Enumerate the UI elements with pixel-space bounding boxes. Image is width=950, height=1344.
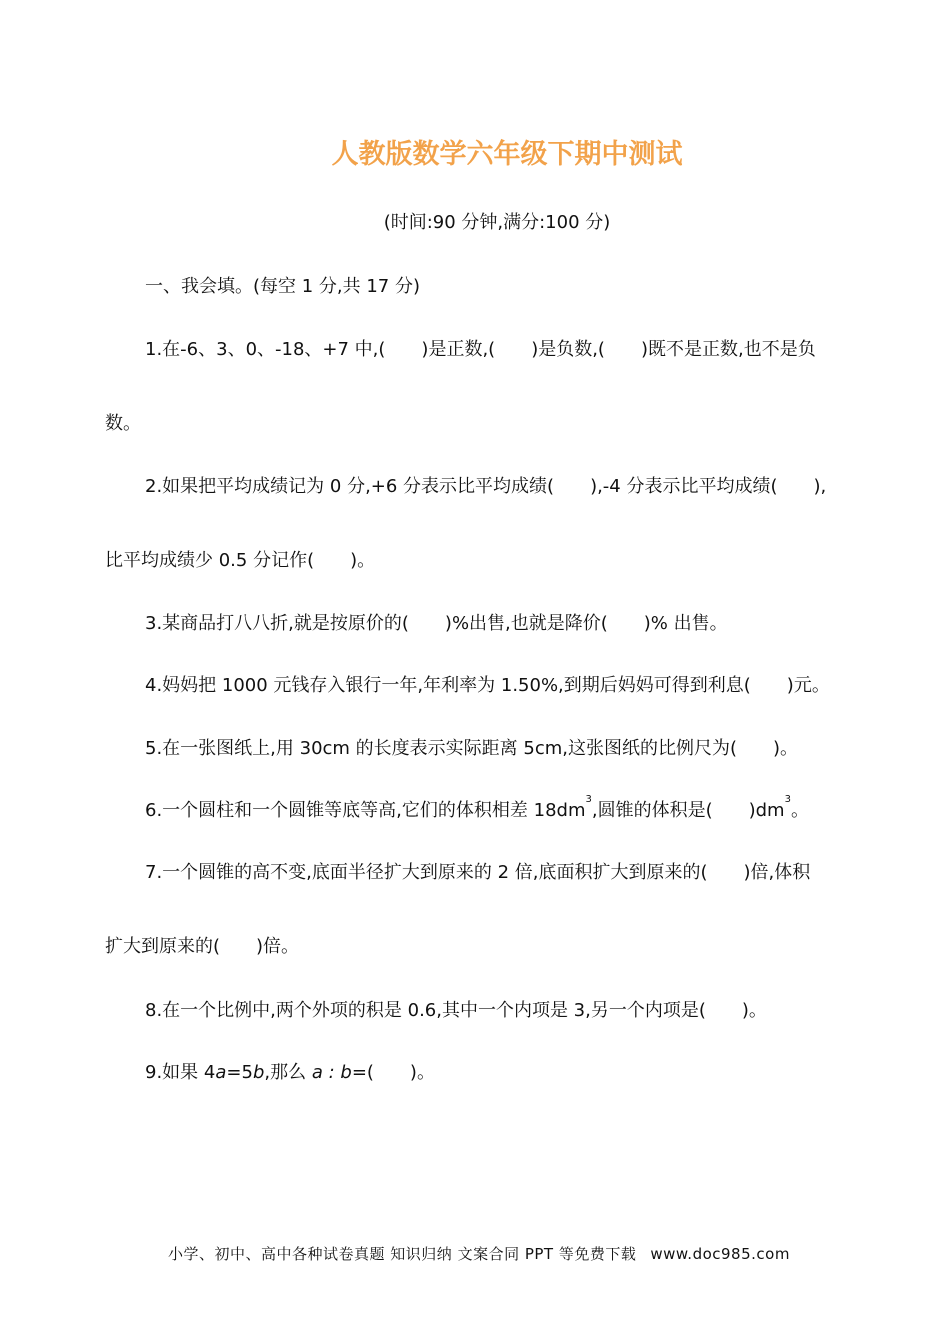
section-heading: 一、我会填。(每空 1 分,共 17 分) (145, 276, 421, 297)
question-9-suffix: =( )。 (351, 1062, 435, 1083)
ratio-colon: : (322, 1062, 341, 1083)
exam-info: (时间:90 分钟,满分:100 分) (383, 212, 611, 233)
question-2-line-1: 2.如果把平均成绩记为 0 分,+6 分表示比平均成绩( ),-4 分表示比平均成绩( ), (145, 476, 827, 497)
superscript-cubic: 3 (585, 794, 592, 805)
question-6-text-a: 6.一个圆柱和一个圆锥等底等高,它们的体积相差 18dm (145, 800, 586, 821)
question-6-text-b: ,圆锥的体积是( )dm (591, 800, 785, 821)
question-6 (145, 796, 809, 822)
question-1-line-1: 1.在-6、3、0、-18、+7 中,( )是正数,( )是负数,( )既不是正数,也不是负 (145, 339, 816, 360)
footer-website-link[interactable]: www.doc985.com (650, 1245, 790, 1263)
page-title: 人教版数学六年级下期中测试 (331, 139, 683, 170)
question-3: 3.某商品打八八折,就是按原价的( )%出售,也就是降价( )% 出售。 (145, 613, 728, 634)
question-7-line-1: 7.一个圆锥的高不变,底面半径扩大到原来的 2 倍,底面积扩大到原来的( )倍,体积 (145, 862, 811, 883)
footer-text: 小学、初中、高中各种试卷真题 知识归纳 文案合同 PPT 等免费下载 (168, 1245, 637, 1263)
question-1-line-2: 数。 (105, 413, 141, 434)
question-7-line-2: 扩大到原来的( )倍。 (105, 936, 300, 957)
variable-b: b (252, 1062, 265, 1083)
variable-a: a (215, 1062, 227, 1083)
question-9-mid: =5 (226, 1062, 253, 1083)
superscript-cubic: 3 (784, 794, 791, 805)
question-2-line-2: 比平均成绩少 0.5 分记作( )。 (105, 550, 376, 571)
ratio-a: a (311, 1062, 323, 1083)
question-9 (145, 1058, 435, 1084)
question-9-prefix: 9.如果 4 (145, 1062, 216, 1083)
question-5: 5.在一张图纸上,用 30cm 的长度表示实际距离 5cm,这张图纸的比例尺为( )。 (145, 738, 799, 759)
ratio-b: b (340, 1062, 352, 1083)
question-8: 8.在一个比例中,两个外项的积是 0.6,其中一个内项是 3,另一个内项是( )。 (145, 1000, 767, 1021)
question-4: 4.妈妈把 1000 元钱存入银行一年,年利率为 1.50%,到期后妈妈可得到利息( )元。 (145, 675, 830, 696)
question-6-text-c: 。 (790, 800, 809, 821)
footer (0, 1243, 950, 1264)
question-9-then: ,那么 (264, 1062, 312, 1083)
